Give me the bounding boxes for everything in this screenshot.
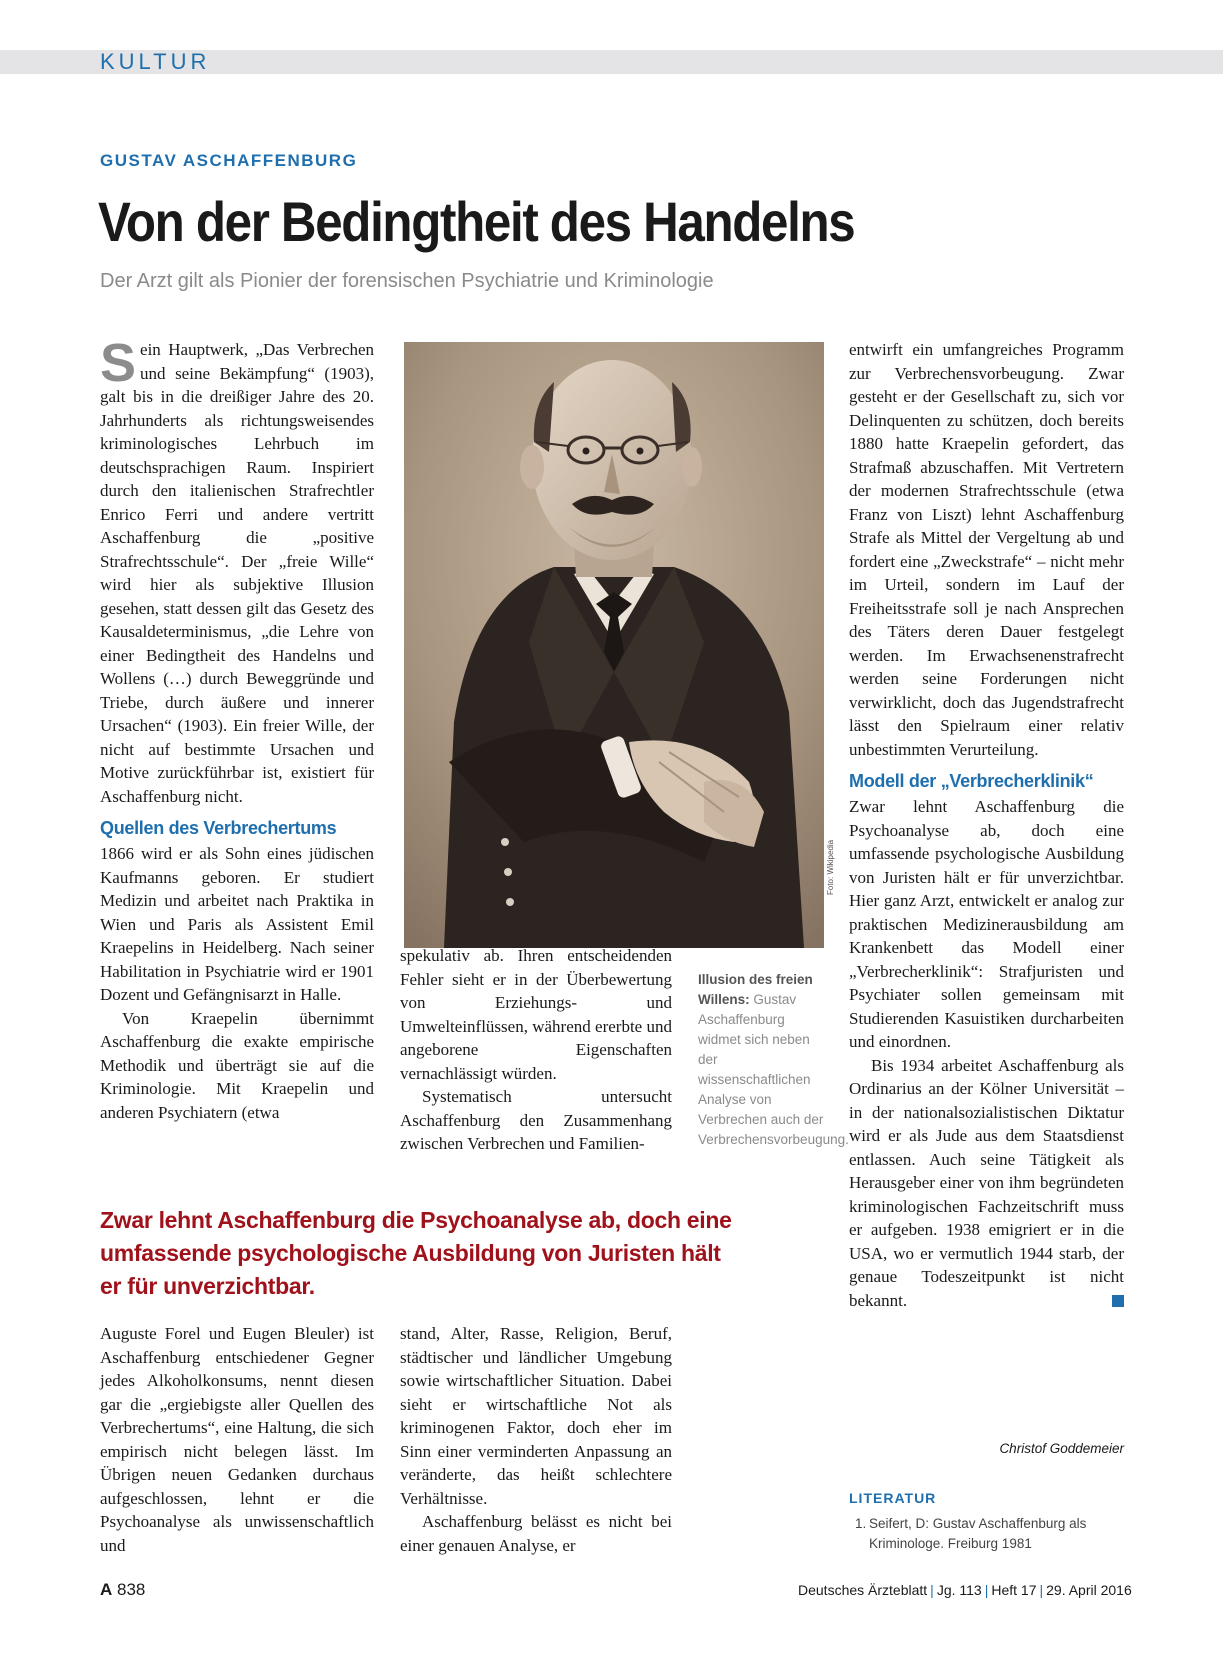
paragraph: entwirft ein umfangreiches Programm zur Verbrechensvorbeugung. Zwar gesteht er der Gesellschaft zu, sich vor Delinquenten zu schützen, doch bereits 1880 hatte Kraepelin gefordert, das Strafmaß abzuschaffen. Mit Vertretern der modernen Strafrechtsschule (etwa Franz von Liszt) lehnt Aschaffenburg Strafe als Mittel der Vergeltung ab und fordert eine „Zweckstrafe“ – nicht mehr im Urteil, sondern im Lauf der Freiheitsstrafe soll je nach Ansprechen des Täters deren Dauer festgelegt werden. Im Erwachsenenstrafrecht werden seine Forderungen nicht verwirklicht, doch das Jugendstrafrecht lässt den Spielraum einer relativ unbestimmten Verurteilung. [849, 340, 1124, 759]
paragraph: stand, Alter, Rasse, Religion, Beruf, städtischer und ländlicher Umgebung sowie wirtschaftlicher Situation. Dabei sieht er wirtschaftliche Not als kriminogenen Faktor, doch eher im Sinn einer verminderten Anpassung an veränderte, das heißt schlechtere Verhältnisse. [400, 1324, 672, 1508]
article-subhead: Der Arzt gilt als Pionier der forensischen Psychiatrie und Kriminologie [100, 270, 714, 292]
separator: | [984, 1582, 989, 1598]
section-label: KULTUR [100, 49, 211, 74]
paragraph-text: ein Hauptwerk, „Das Verbrechen und seine Bekämpfung“ (1903), galt bis in die dreißiger Jahre des 20. Jahrhunderts als richtungsweisendes kriminologisches Lehrbuch im deutschsprachigen Raum. Inspiriert durch den italienischen Strafrechtler Enrico Ferri und andere vertritt Aschaffenburg die „positive Strafrechtsschule“. Der „freie Wille“ wird hier als subjektive Illusion gesehen, statt dessen gilt das Gesetz des Kausaldeterminismus, „die Lehre von einer Bedingtheit des Handelns und Wollens (…) durch Beweggründe und Triebe, durch äußere und innerer Ursachen“ (1903). Ein freier Wille, der nicht auf bestimmte Ursachen und Motive zurückführbar ist, existiert für Aschaffenburg nicht. [100, 340, 374, 806]
journal-issue: Heft 17 [991, 1582, 1037, 1598]
paragraph: 1866 wird er als Sohn eines jüdischen Kaufmanns geboren. Er studiert Medizin und arbeitet nach Praktika in Wien und Paris als Assistent Emil Kraepelins in Heidelberg. Nach seiner Habilitation in Psychiatrie wird er 1901 Dozent und Gefängnisarzt in Halle. [100, 844, 374, 1004]
literature-item [855, 1514, 1120, 1554]
journal-footer [798, 1582, 1132, 1598]
literature-text: Seifert, D: Gustav Aschaffenburg als [869, 1516, 1087, 1531]
literature-heading: LITERATUR [849, 1490, 937, 1506]
photo-caption [698, 970, 849, 1150]
photo-credit: Foto: Wikipedia [826, 839, 835, 895]
separator: | [930, 1582, 934, 1598]
journal-name: Deutsches Ärzteblatt [798, 1582, 928, 1598]
caption-text: Gustav Aschaffenburg widmet sich neben der wissenschaftlichen Analyse von Verbrechen auch der Verbrechensvorbeugung. [698, 992, 849, 1147]
column-1-bottom [100, 1322, 374, 1557]
portrait-illustration [404, 342, 824, 948]
literature-text: Kriminologe. Freiburg 1981 [869, 1536, 1032, 1551]
separator: | [1039, 1582, 1044, 1598]
journal-volume: Jg. 113 [936, 1582, 982, 1598]
pull-quote [100, 1204, 750, 1303]
column-2-bottom [400, 1322, 672, 1557]
paragraph: Von Kraepelin übernimmt Aschaffenburg die exakte empirische Methodik und überträgt sie auf die Kriminologie. Mit Kraepelin und anderen Psychiatern (etwa [100, 1008, 374, 1122]
column-3 [849, 338, 1124, 1312]
article-headline: Von der Bedingtheit des Handelns [98, 190, 855, 253]
paragraph: Systematisch untersucht Aschaffenburg den Zusammenhang zwischen Verbrechen und Familien- [400, 1087, 672, 1153]
article-kicker: GUSTAV ASCHAFFENBURG [100, 151, 358, 170]
paragraph: Auguste Forel und Eugen Bleuler) ist Aschaffenburg entschiedener Gegner jedes Alkoholkonsums, nennt diesen gar die „ergiebigste aller Quellen des Verbrechertums“, eine Haltung, die sich empirisch nicht belegen lässt. Im Übrigen neuen Gedanken durchaus aufgeschlossen, lehnt er die Psychoanalyse als unwissenschaftlich und [100, 1324, 374, 1555]
portrait-photo [404, 342, 824, 948]
pull-quote-line: Zwar lehnt Aschaffenburg die Psychoanalyse ab, doch eine [100, 1207, 732, 1233]
column-2-top [400, 944, 672, 1156]
drop-cap: S [100, 333, 137, 393]
caption-title: Illusion des freien Willens: [698, 972, 813, 1007]
pull-quote-line: er für unverzichtbar. [100, 1273, 315, 1299]
page-number-value: 838 [117, 1580, 146, 1599]
paragraph-text: Bis 1934 arbeitet Aschaffenburg als Ordinarius an der Kölner Universität – in der nationalsozialistischen Diktatur wird er als Jude aus dem Staatsdienst entlassen. Auch seine Tätigkeit als Herausgeber einer von ihm begründeten kriminologischen Fachzeitschrift muss er aufgeben. 1938 emigriert er in die USA, wo er vermutlich 1944 starb, der genaue Todeszeitpunkt ist nicht bekannt. [849, 1055, 1124, 1310]
page-number [100, 1580, 145, 1600]
author-byline: Christof Goddemeier [999, 1441, 1124, 1456]
literature-number: 1. [855, 1516, 867, 1531]
end-mark-icon [1112, 1295, 1124, 1307]
pull-quote-line: umfassende psychologische Ausbildung von Juristen hält [100, 1240, 721, 1266]
journal-date: 29. April 2016 [1046, 1582, 1132, 1598]
paragraph: spekulativ ab. Ihren entscheidenden Fehler sieht er in der Überbewertung von Erziehungs- und Umwelteinflüssen, während ererbte und angeborene Eigenschaften vernachlässigt würden. [400, 946, 672, 1083]
subheading: Modell der „Verbrecherklinik“ [849, 771, 1094, 791]
page-prefix: A [100, 1580, 113, 1599]
column-1-top [100, 333, 374, 1124]
subheading: Quellen des Verbrechertums [100, 818, 337, 838]
literature-list [855, 1514, 1120, 1554]
paragraph [100, 333, 374, 808]
paragraph [849, 1054, 1124, 1313]
paragraph: Aschaffenburg belässt es nicht bei einer genauen Analyse, er [400, 1512, 672, 1555]
paragraph: Zwar lehnt Aschaffenburg die Psychoanalyse ab, doch eine umfassende psychologische Ausbildung von Juristen hält er für unverzichtbar. Hier ganz Arzt, entwickelt er analog zur praktischen Medizinerausbildung am Krankenbett das Modell einer „Verbrecherklinik“: Strafjuristen und Psychiater sollen gemeinsam mit Studierenden Kasuistiken durcharbeiten und einordnen. [849, 797, 1124, 1051]
